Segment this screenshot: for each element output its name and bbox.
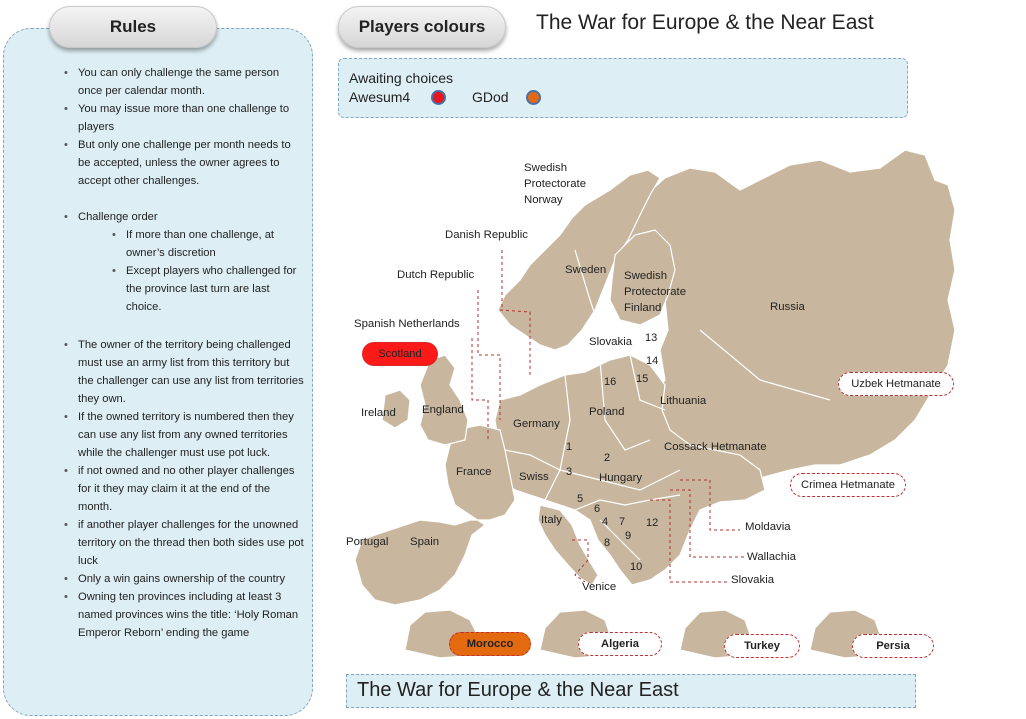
province-number[interactable]: 15 xyxy=(636,373,649,385)
label-dutch-republic: Dutch Republic xyxy=(397,269,475,281)
label-moldavia: Moldavia xyxy=(745,521,791,533)
badge-algeria[interactable]: Algeria xyxy=(578,632,662,656)
awaiting-label: Awaiting choices xyxy=(349,70,454,86)
province-number[interactable]: 12 xyxy=(646,517,659,529)
badge-uzbek-hetmanate[interactable]: Uzbek Hetmanate xyxy=(838,372,954,396)
province-number[interactable]: 9 xyxy=(625,530,632,542)
province-number[interactable]: 3 xyxy=(566,466,573,478)
label-germany: Germany xyxy=(513,418,560,430)
province-number[interactable]: 14 xyxy=(646,355,659,367)
badge-scotland[interactable]: Scotland xyxy=(362,342,438,366)
rule-item: • You can only challenge the same person once per calendar month. xyxy=(64,64,304,100)
rule-item: • Owning ten provinces including at least 3 named provinces wins the title: ‘Holy Roman Emperor Reborn’ ending the game xyxy=(64,588,304,642)
western-europe-region xyxy=(355,425,515,605)
label-ireland: Ireland xyxy=(361,407,396,419)
label-italy: Italy xyxy=(541,514,562,526)
label-spanish-netherlands: Spanish Netherlands xyxy=(354,318,460,330)
province-number[interactable]: 5 xyxy=(577,493,584,505)
label-portugal: Portugal xyxy=(346,536,389,548)
province-number[interactable]: 6 xyxy=(594,503,601,515)
label-swedish-finland: Swedish Protectorate Finland xyxy=(624,270,687,314)
footer-title: The War for Europe & the Near East xyxy=(346,674,916,708)
tab-rules[interactable]: Rules xyxy=(49,6,217,48)
province-number[interactable]: 4 xyxy=(602,516,609,528)
label-wallachia: Wallachia xyxy=(747,551,796,563)
label-hungary: Hungary xyxy=(599,472,643,484)
province-number[interactable]: 13 xyxy=(645,332,658,344)
page-title: The War for Europe & the Near East xyxy=(536,11,874,34)
rule-item-label: Challenge order xyxy=(78,211,158,223)
rule-item: • Only a win gains ownership of the country xyxy=(64,570,304,588)
label-swiss: Swiss xyxy=(519,471,549,483)
rule-item: • You may issue more than one challenge to players xyxy=(64,100,304,136)
badge-turkey[interactable]: Turkey xyxy=(724,634,800,658)
label-sweden: Sweden xyxy=(565,264,607,276)
label-lithuania: Lithuania xyxy=(660,395,707,407)
badge-crimea-hetmanate[interactable]: Crimea Hetmanate xyxy=(790,473,906,497)
label-poland: Poland xyxy=(589,406,625,418)
label-venice: Venice xyxy=(582,581,617,593)
province-number[interactable]: 16 xyxy=(604,376,617,388)
province-number[interactable]: 10 xyxy=(630,561,643,573)
rule-item: • The owner of the territory being challenged must use an army list from this territory but the challenger can use any list from territories they own. xyxy=(64,336,304,408)
tab-players-colours[interactable]: Players colours xyxy=(338,6,506,48)
label-cossack-hetmanate: Cossack Hetmanate xyxy=(664,441,767,453)
label-france: France xyxy=(456,466,492,478)
rule-item: • if another player challenges for the unowned territory on the thread then both sides use pot luck xyxy=(64,516,304,570)
player-name: Awesum4 xyxy=(349,89,411,105)
badge-persia[interactable]: Persia xyxy=(852,634,934,658)
badge-morocco[interactable]: Morocco xyxy=(449,632,531,656)
rule-item: • But only one challenge per month needs to be accepted, unless the owner agrees to accept other challenges. xyxy=(64,136,304,190)
rule-item: • if not owned and no other player challenges for it they may claim it at the end of the month. xyxy=(64,462,304,516)
label-danish-republic: Danish Republic xyxy=(445,229,528,241)
province-number[interactable]: 1 xyxy=(566,441,573,453)
rule-subitem: • Except players who challenged for the province last turn are last choice. xyxy=(112,262,304,316)
province-number[interactable]: 7 xyxy=(619,516,626,528)
label-slovakia-south: Slovakia xyxy=(731,574,775,586)
province-number[interactable]: 8 xyxy=(604,537,611,549)
label-england: England xyxy=(422,404,464,416)
label-slovakia-north: Slovakia xyxy=(589,336,633,348)
province-number[interactable]: 2 xyxy=(604,452,611,464)
player-name: GDod xyxy=(472,89,509,105)
leader-line xyxy=(478,290,500,420)
britain-region xyxy=(420,355,468,445)
label-russia: Russia xyxy=(770,301,805,313)
rule-subitem: • If more than one challenge, at owner’s discretion xyxy=(112,226,304,262)
label-spain: Spain xyxy=(410,536,440,548)
rule-item: • If the owned territory is numbered then they can use any list from any owned territories while the challenger must use pot luck. xyxy=(64,408,304,462)
label-swedish-norway: Swedish Protectorate Norway xyxy=(524,162,587,206)
